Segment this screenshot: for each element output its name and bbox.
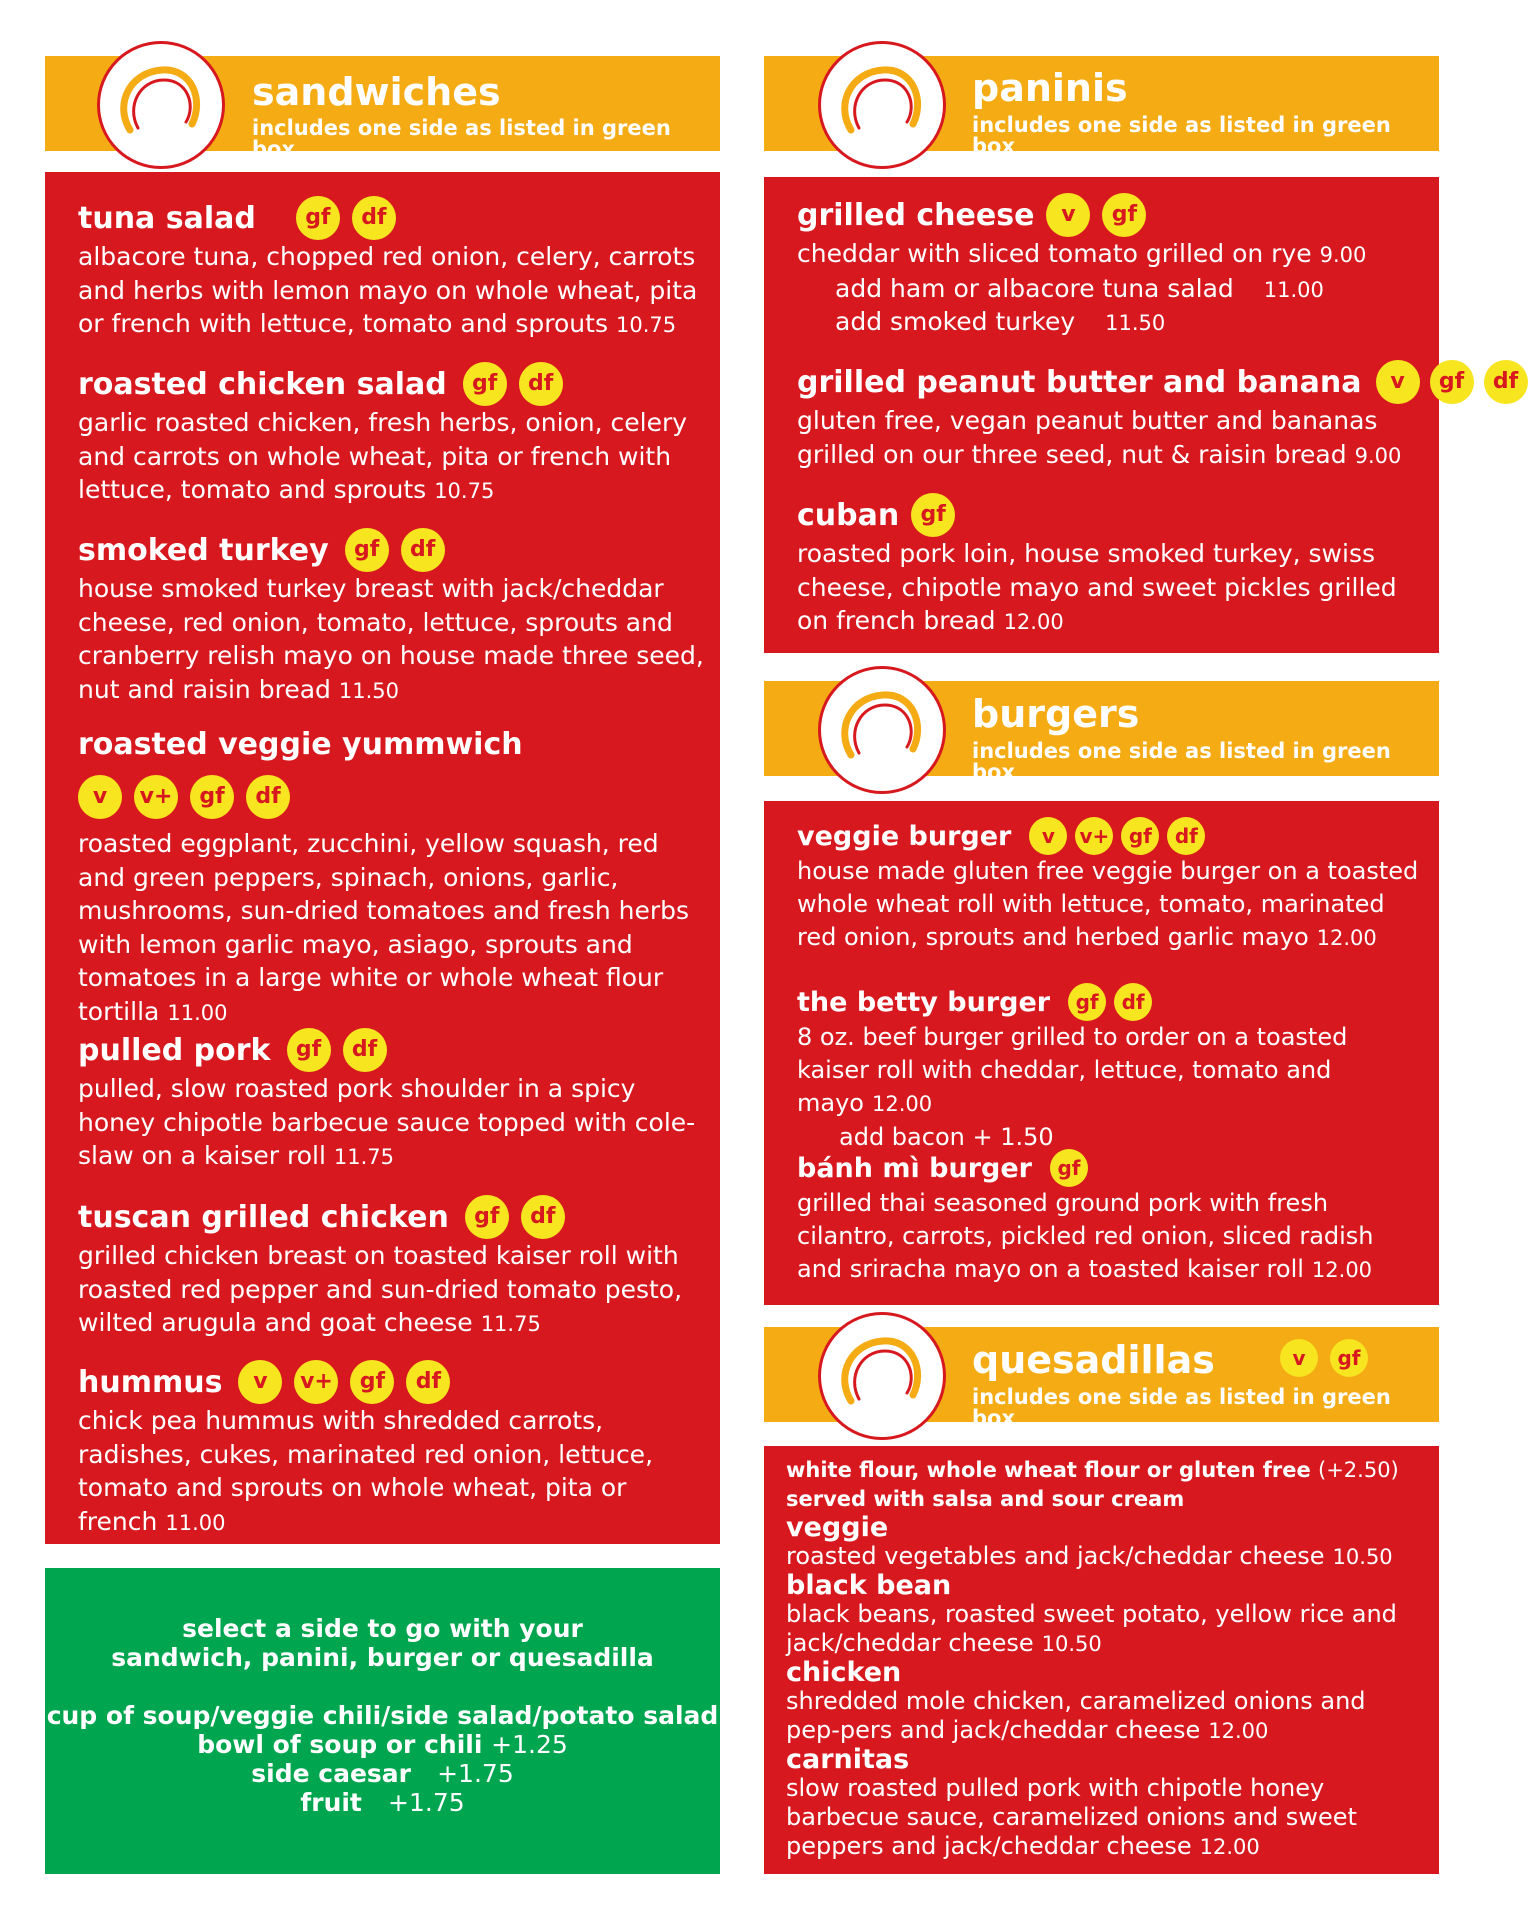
item-price: 12.00	[1208, 1719, 1269, 1743]
gluten-free-badge: gf	[345, 528, 389, 572]
item-description: gluten free, vegan peanut butter and bananas grilled on our three seed, nut & raisin bread	[797, 406, 1378, 469]
vegan-badge: v+	[134, 775, 178, 819]
menu-item	[78, 528, 706, 708]
sandwiches-subtitle: includes one side as listed in green box	[252, 116, 671, 161]
menu-item	[78, 1028, 706, 1175]
side-label: bowl of soup or chili	[197, 1730, 483, 1759]
side-label: side caesar	[251, 1759, 411, 1788]
menu-item	[797, 493, 1425, 640]
item-name: tuscan grilled chicken	[78, 1199, 449, 1235]
quesadillas-header	[764, 1327, 1439, 1430]
gluten-free-badge: gf	[1102, 193, 1146, 237]
quesadillas-title: quesadillas	[972, 1338, 1215, 1382]
gluten-free-badge: gf	[1068, 983, 1106, 1021]
menu-item	[797, 193, 1425, 339]
item-description: grilled chicken breast on toasted kaiser roll with roasted red pepper and sun-dried tomato pesto, wilted arugula and goat cheese	[78, 1241, 683, 1337]
item-description: house made gluten free veggie burger on a toasted whole wheat roll with lettuce, tomato, marinated red onion, sprouts and herbed garlic mayo	[797, 857, 1419, 951]
vegetarian-badge: v	[1280, 1339, 1318, 1377]
side-price: +1.75	[437, 1759, 514, 1788]
dairy-free-badge: df	[343, 1028, 387, 1072]
addon-label: add ham or albacore tuna salad	[835, 273, 1234, 303]
vegan-badge: v+	[294, 1360, 338, 1404]
item-name: tuna salad	[78, 200, 256, 236]
menu-item	[786, 1659, 1425, 1746]
item-price: 12.00	[871, 1092, 933, 1116]
side-option	[45, 1759, 720, 1788]
item-name: hummus	[78, 1364, 223, 1400]
item-description: cheddar with sliced tomato grilled on rye	[797, 239, 1312, 268]
dairy-free-badge: df	[1484, 360, 1528, 404]
dairy-free-badge: df	[519, 362, 563, 406]
dairy-free-badge: df	[1114, 983, 1152, 1021]
addon-price: 11.50	[1105, 310, 1166, 335]
menu-item	[797, 983, 1425, 1153]
tortilla-options: white flour, whole wheat flour or gluten free	[786, 1458, 1311, 1482]
quesadilla-note: served with salsa and sour cream	[786, 1487, 1185, 1511]
vegetarian-badge: v	[78, 775, 122, 819]
menu-item	[78, 196, 706, 343]
item-name: smoked turkey	[78, 532, 329, 568]
menu-item	[78, 728, 706, 1030]
dairy-free-badge: df	[246, 775, 290, 819]
vegetarian-badge: v	[1029, 817, 1067, 855]
item-name: veggie	[786, 1512, 889, 1543]
menu-item	[797, 817, 1425, 955]
side-price: +1.75	[388, 1788, 465, 1817]
menu-item	[78, 362, 706, 509]
sandwiches-panel	[45, 172, 720, 1544]
gluten-free-badge: gf	[287, 1028, 331, 1072]
item-price: 12.00	[1199, 1835, 1260, 1859]
item-price: 10.50	[1041, 1632, 1102, 1656]
item-name: black bean	[786, 1570, 952, 1601]
gluten-free-badge: gf	[1330, 1339, 1368, 1377]
menu-item	[786, 1572, 1425, 1659]
addon-label: add smoked turkey	[835, 306, 1076, 336]
item-name: pulled pork	[78, 1032, 271, 1068]
sides-heading: select a side to go with your	[182, 1614, 583, 1643]
item-price: 11.00	[165, 1510, 226, 1535]
quesadillas-subtitle: includes one side as listed in green box	[972, 1385, 1391, 1430]
vegetarian-badge: v	[1046, 193, 1090, 237]
vegetarian-badge: v	[238, 1360, 282, 1404]
burgers-title: burgers	[972, 692, 1140, 736]
item-price: 12.00	[1003, 610, 1064, 634]
item-description: shredded mole chicken, caramelized onions and pep-pers and jack/cheddar cheese	[786, 1687, 1366, 1744]
vegetarian-badge: v	[1376, 360, 1420, 404]
swirl-logo-icon	[818, 1312, 946, 1440]
menu-item	[797, 360, 1519, 473]
item-description: black beans, roasted sweet potato, yellow rice and jack/cheddar cheese	[786, 1600, 1397, 1657]
sides-panel	[45, 1568, 720, 1874]
item-price: 10.75	[434, 479, 495, 503]
item-description: garlic roasted chicken, fresh herbs, onion, celery and carrots on whole wheat, pita or french with lettuce, tomato and sprouts	[78, 408, 688, 504]
item-name: bánh mì burger	[797, 1152, 1032, 1184]
sandwiches-title: sandwiches	[252, 70, 501, 114]
gluten-free-badge: gf	[1430, 360, 1474, 404]
item-name: grilled cheese	[797, 197, 1035, 233]
side-label: fruit	[300, 1788, 362, 1817]
item-description: slow roasted pulled pork with chipotle honey barbecue sauce, caramelized onions and sweet peppers and jack/cheddar cheese	[786, 1774, 1357, 1860]
paninis-subtitle: includes one side as listed in green box	[972, 113, 1391, 158]
swirl-logo-icon	[818, 666, 946, 794]
addon-label: add bacon + 1.50	[839, 1123, 1054, 1151]
addon-price: 11.00	[1263, 277, 1324, 302]
swirl-logo-icon	[818, 41, 946, 169]
item-name: roasted veggie yummwich	[78, 727, 523, 762]
side-price: +1.25	[491, 1730, 568, 1759]
item-description: albacore tuna, chopped red onion, celery, carrots and herbs with lemon mayo on whole wheat, pita or french with lettuce, tomato and sprouts	[78, 242, 698, 338]
dairy-free-badge: df	[521, 1195, 565, 1239]
item-description: pulled, slow roasted pork shoulder in a spicy honey chipotle barbecue sauce topped with cole-slaw on a kaiser roll	[78, 1074, 696, 1170]
vegan-badge: v+	[1075, 817, 1113, 855]
gluten-free-upcharge: (+2.50)	[1318, 1458, 1399, 1482]
item-name: grilled peanut butter and banana	[797, 364, 1362, 400]
paninis-header	[764, 56, 1439, 158]
burgers-subtitle: includes one side as listed in green box	[972, 739, 1391, 784]
quesadilla-note	[786, 1456, 1425, 1485]
item-price: 9.00	[1319, 243, 1367, 267]
sandwiches-header	[45, 56, 720, 161]
item-description: house smoked turkey breast with jack/cheddar cheese, red onion, tomato, lettuce, sprouts and cranberry relish mayo on house made three seed, nut and raisin bread	[78, 574, 704, 704]
item-description: 8 oz. beef burger grilled to order on a toasted kaiser roll with cheddar, lettuce, tomato and mayo	[797, 1023, 1348, 1117]
item-name: cuban	[797, 497, 900, 533]
gluten-free-badge: gf	[465, 1195, 509, 1239]
item-description: roasted eggplant, zucchini, yellow squash, red and green peppers, spinach, onions, garlic, mushrooms, sun-dried tomatoes and fresh herbs with lemon garlic mayo, asiago, sprouts and tomatoes in a large white or whole wheat flour tortilla	[78, 829, 690, 1026]
paninis-panel	[764, 177, 1519, 653]
burgers-header	[764, 681, 1439, 784]
item-description: grilled thai seasoned ground pork with fresh cilantro, carrots, pickled red onion, sliced radish and sriracha mayo on a toasted kaiser roll	[797, 1189, 1374, 1283]
dairy-free-badge: df	[406, 1360, 450, 1404]
item-price: 10.75	[615, 313, 677, 337]
side-option	[45, 1788, 720, 1817]
item-name: chicken	[786, 1657, 902, 1688]
dairy-free-badge: df	[401, 528, 445, 572]
gluten-free-badge: gf	[1050, 1149, 1088, 1187]
item-name: veggie burger	[797, 820, 1012, 852]
item-price: 11.50	[338, 678, 400, 703]
paninis-title: paninis	[972, 66, 1128, 110]
item-description: roasted pork loin, house smoked turkey, swiss cheese, chipotle mayo and sweet pickles grilled on french bread	[797, 539, 1397, 635]
gluten-free-badge: gf	[296, 196, 340, 240]
gluten-free-badge: gf	[350, 1360, 394, 1404]
item-price: 11.75	[333, 1145, 395, 1169]
item-price: 12.00	[1316, 926, 1377, 950]
gluten-free-badge: gf	[911, 493, 955, 537]
item-price: 11.00	[167, 1000, 228, 1025]
menu-item	[78, 1360, 706, 1540]
gluten-free-badge: gf	[190, 775, 234, 819]
item-price: 9.00	[1354, 443, 1402, 468]
sides-heading: sandwich, panini, burger or quesadilla	[111, 1643, 654, 1672]
swirl-logo-icon	[97, 41, 225, 169]
item-price: 12.00	[1311, 1258, 1373, 1282]
dairy-free-badge: df	[352, 196, 396, 240]
item-name: carnitas	[786, 1744, 910, 1775]
side-option: cup of soup/veggie chili/side salad/potato salad	[46, 1701, 719, 1730]
menu-item	[78, 1195, 706, 1342]
item-price: 11.75	[480, 1312, 541, 1336]
menu-item	[786, 1514, 1425, 1572]
menu-item	[797, 1149, 1425, 1287]
item-description: chick pea hummus with shredded carrots, radishes, cukes, marinated red onion, lettuce, tomato and sprouts on whole wheat, pita or french	[78, 1406, 654, 1536]
burgers-panel	[764, 801, 1439, 1305]
item-description: roasted vegetables and jack/cheddar cheese	[786, 1542, 1325, 1570]
menu-item	[786, 1746, 1425, 1862]
item-name: roasted chicken salad	[78, 366, 447, 402]
side-option	[45, 1730, 720, 1759]
item-name: the betty burger	[797, 986, 1051, 1018]
gluten-free-badge: gf	[1121, 817, 1159, 855]
quesadillas-panel	[764, 1446, 1439, 1874]
dairy-free-badge: df	[1167, 817, 1205, 855]
item-price: 10.50	[1332, 1545, 1393, 1569]
gluten-free-badge: gf	[463, 362, 507, 406]
